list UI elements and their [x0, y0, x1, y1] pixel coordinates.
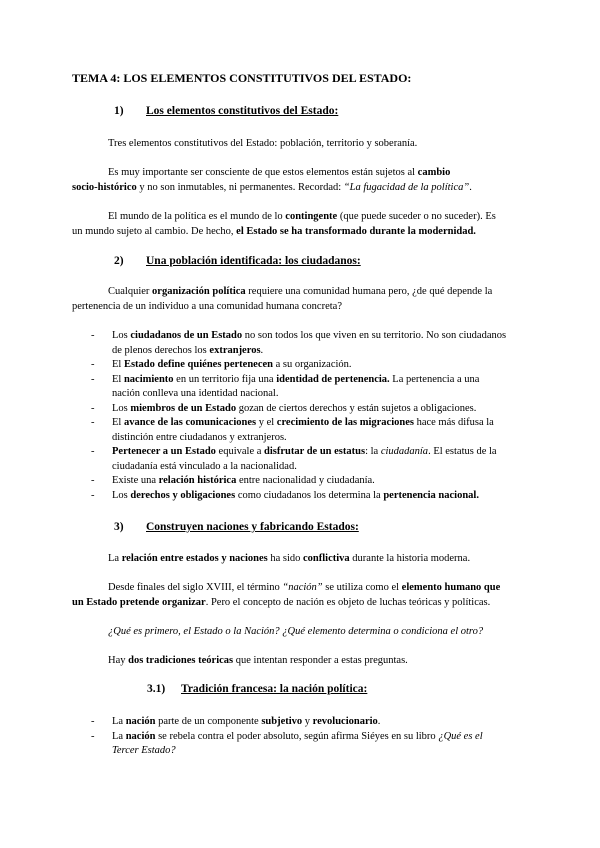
list-item: - El avance de las comunicaciones y el crecimiento de las migraciones hace más difusa la distinción entre ciudadanos y extranjeros. [91, 417, 494, 443]
s1-paragraph-3-line-1: El mundo de la política es el mundo de lo contingente (que puede suceder o no suceder). Es [108, 211, 496, 222]
s1-paragraph-2-line-1: Es muy importante ser consciente de que estos elementos están sujetos al cambio [108, 167, 451, 178]
list-item: - La nación se rebela contra el poder absoluto, según afirma Siéyes en su libro ¿Qué es el Tercer Estado? [91, 730, 483, 756]
s3-paragraph-1: La relación entre estados y naciones ha sido conflictiva durante la historia moderna. [108, 553, 471, 564]
page-title: TEMA 4: LOS ELEMENTOS CONSTITUTIVOS DEL ESTADO: [72, 71, 412, 85]
section-3-1-title: Tradición francesa: la nación política: [181, 683, 368, 695]
s2-paragraph-1-line-1: Cualquier organización política requiere una comunidad humana pero, ¿de qué depende la [108, 286, 493, 297]
list-item: - La nación parte de un componente subjetivo y revolucionario. [91, 716, 381, 727]
section-3-number: 3) [114, 521, 124, 533]
list-item: - El nacimiento en un territorio fija una identidad de pertenencia. La pertenencia a una nación conlleva una identidad nacional. [91, 373, 480, 399]
s3-paragraph-2-line-1: Desde finales del siglo XVIII, el término “nación” se utiliza como el elemento humano que [108, 582, 501, 593]
s2-paragraph-1-line-2: pertenencia de un individuo a una comunidad humana concreta? [72, 301, 342, 312]
list-item: - Existe una relación histórica entre nacionalidad y ciudadanía. [91, 475, 375, 486]
section-2-number: 2) [114, 255, 124, 267]
s1-paragraph-3-line-2: un mundo sujeto al cambio. De hecho, el Estado se ha transformado durante la modernidad. [72, 226, 476, 237]
section-2-title: Una población identificada: los ciudadanos: [146, 255, 361, 267]
section-3-title: Construyen naciones y fabricando Estados: [146, 521, 359, 533]
list-item: - Los miembros de un Estado gozan de ciertos derechos y están sujetos a obligaciones. [91, 402, 477, 414]
s3-paragraph-3: Hay dos tradiciones teóricas que intentan responder a estas preguntas. [108, 655, 408, 666]
section-3-1-number: 3.1) [147, 683, 166, 695]
s1-paragraph-2-line-2: socio-histórico y no son inmutables, ni permanentes. Recordad: “La fugacidad de la política”. [72, 182, 472, 193]
s3-question: ¿Qué es primero, el Estado o la Nación? ¿Qué elemento determina o condiciona el otro? [108, 626, 484, 637]
list-item: - Pertenecer a un Estado equivale a disfrutar de un estatus: la ciudadanía. El estatus de la ciudadanía está vinculado a la nacionalidad. [91, 446, 497, 472]
list-item: - El Estado define quiénes pertenecen a su organización. [91, 359, 352, 370]
list-item: - Los ciudadanos de un Estado no son todos los que viven en su territorio. No son ciudadanos de plenos derechos los extranjeros. [91, 330, 507, 356]
section-1-number: 1) [114, 105, 124, 117]
s2-bullet-list [72, 329, 532, 503]
section-1-title: Los elementos constitutivos del Estado: [146, 105, 339, 117]
s3-paragraph-2-line-2: un Estado pretende organizar. Pero el concepto de nación es objeto de luchas teóricas y políticas. [72, 597, 491, 608]
s3-1-bullet-list [72, 715, 532, 759]
list-item: - Los derechos y obligaciones como ciudadanos los determina la pertenencia nacional. [91, 489, 479, 501]
s1-paragraph-1: Tres elementos constitutivos del Estado: población, territorio y soberanía. [108, 138, 418, 149]
